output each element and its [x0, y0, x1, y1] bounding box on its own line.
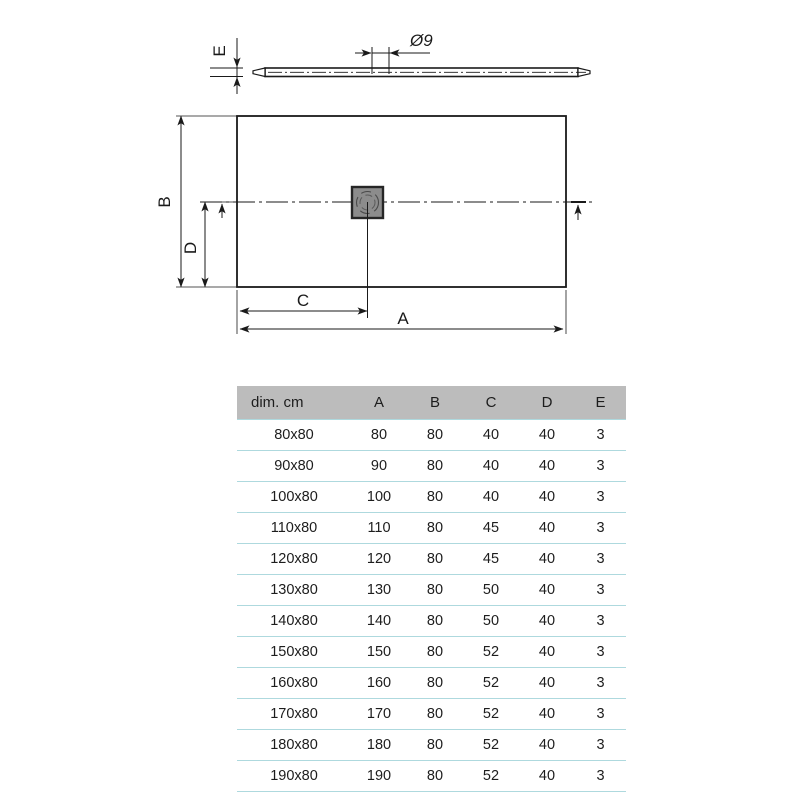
cell-c: 52 — [482, 706, 500, 722]
cell-e: 3 — [596, 706, 605, 722]
cell-e: 3 — [596, 489, 605, 505]
label-d-offset: D — [181, 241, 200, 255]
cell-c: 50 — [482, 613, 500, 629]
cell-e: 3 — [596, 551, 605, 567]
cell-d: 40 — [538, 675, 556, 691]
cell-d: 40 — [538, 768, 556, 784]
table-row — [237, 699, 626, 730]
cell-d: 40 — [538, 613, 556, 629]
cell-d: 40 — [538, 737, 556, 753]
table-row — [237, 606, 626, 637]
table-row — [237, 761, 626, 792]
cell-a: 160 — [366, 675, 392, 691]
cell-a: 110 — [367, 520, 391, 536]
cell-e: 3 — [596, 675, 605, 691]
cell-b: 80 — [426, 613, 444, 629]
cell-e: 3 — [596, 520, 605, 536]
cell-dim: 170x80 — [270, 706, 318, 722]
cell-b: 80 — [426, 706, 444, 722]
cell-e: 3 — [596, 613, 605, 629]
cell-b: 80 — [426, 737, 444, 753]
cell-dim: 140x80 — [270, 613, 318, 629]
cell-dim: 80x80 — [274, 427, 314, 443]
cell-dim: 150x80 — [270, 644, 318, 660]
table-row — [237, 451, 626, 482]
cell-c: 40 — [482, 489, 500, 505]
cell-dim: 100x80 — [270, 489, 318, 505]
cell-dim: 190x80 — [270, 768, 318, 784]
cell-d: 40 — [538, 706, 556, 722]
cell-e: 3 — [596, 458, 605, 474]
technical-drawing — [0, 0, 800, 360]
dimension-table — [237, 386, 626, 792]
cell-d: 40 — [538, 458, 556, 474]
cell-b: 80 — [426, 520, 444, 536]
table-row — [237, 544, 626, 575]
cell-e: 3 — [596, 768, 605, 784]
dimension-table-container — [237, 386, 612, 792]
cell-dim: 130x80 — [270, 582, 318, 598]
table-row — [237, 575, 626, 606]
cell-a: 100 — [366, 489, 392, 505]
slab-left-taper — [253, 68, 265, 77]
cell-b: 80 — [426, 768, 444, 784]
column-header-c: C — [463, 386, 519, 420]
table-row — [237, 730, 626, 761]
section-view — [210, 31, 590, 94]
cell-d: 40 — [538, 489, 556, 505]
label-b-height: B — [155, 196, 174, 208]
cell-e: 3 — [596, 644, 605, 660]
cell-a: 120 — [366, 551, 392, 567]
cell-b: 80 — [426, 458, 444, 474]
plan-view — [155, 116, 596, 334]
table-row — [237, 637, 626, 668]
cell-b: 80 — [426, 551, 444, 567]
label-c-offset: C — [296, 291, 310, 310]
cell-a: 130 — [366, 582, 392, 598]
cell-b: 80 — [426, 644, 444, 660]
cell-c: 52 — [482, 737, 500, 753]
column-header-b: B — [407, 386, 463, 420]
cell-a: 80 — [370, 427, 388, 443]
cell-dim: 110x80 — [270, 520, 318, 536]
label-a-width: A — [397, 309, 409, 328]
cell-dim: 120x80 — [270, 551, 318, 567]
column-header-a: A — [351, 386, 407, 420]
cell-a: 140 — [366, 613, 392, 629]
cell-b: 80 — [426, 582, 444, 598]
cell-c: 45 — [482, 551, 500, 567]
cell-c: 52 — [482, 768, 500, 784]
cell-d: 40 — [538, 520, 556, 536]
cell-dim: 90x80 — [274, 458, 314, 474]
cell-b: 80 — [426, 675, 444, 691]
cell-c: 40 — [482, 427, 500, 443]
cell-e: 3 — [596, 737, 605, 753]
table-header-row — [237, 386, 626, 420]
cell-c: 50 — [482, 582, 500, 598]
cell-a: 90 — [370, 458, 388, 474]
column-header-d: D — [519, 386, 575, 420]
cell-d: 40 — [538, 644, 556, 660]
cell-a: 170 — [366, 706, 392, 722]
slab-profile — [265, 68, 578, 77]
cell-a: 190 — [366, 768, 392, 784]
cell-d: 40 — [538, 427, 556, 443]
cell-c: 45 — [482, 520, 500, 536]
cell-b: 80 — [426, 427, 444, 443]
table-body — [237, 420, 626, 792]
label-e-thickness: E — [210, 45, 229, 57]
label-drain-diameter: Ø9 — [410, 31, 433, 50]
cell-b: 80 — [426, 489, 444, 505]
cell-e: 3 — [596, 427, 605, 443]
table-row — [237, 482, 626, 513]
table-row — [237, 668, 626, 699]
cell-d: 40 — [538, 582, 556, 598]
cell-dim: 180x80 — [270, 737, 318, 753]
cell-c: 52 — [482, 675, 500, 691]
column-header-e: E — [575, 386, 626, 420]
cell-e: 3 — [596, 582, 605, 598]
cell-dim: 160x80 — [270, 675, 318, 691]
cell-a: 150 — [366, 644, 392, 660]
column-header-dim: dim. cm — [237, 386, 351, 420]
cell-a: 180 — [366, 737, 392, 753]
cell-c: 40 — [482, 458, 500, 474]
cell-c: 52 — [482, 644, 500, 660]
table-row — [237, 420, 626, 451]
table-header — [237, 386, 626, 420]
table-row — [237, 513, 626, 544]
drawing-canvas — [0, 0, 800, 360]
cell-d: 40 — [538, 551, 556, 567]
